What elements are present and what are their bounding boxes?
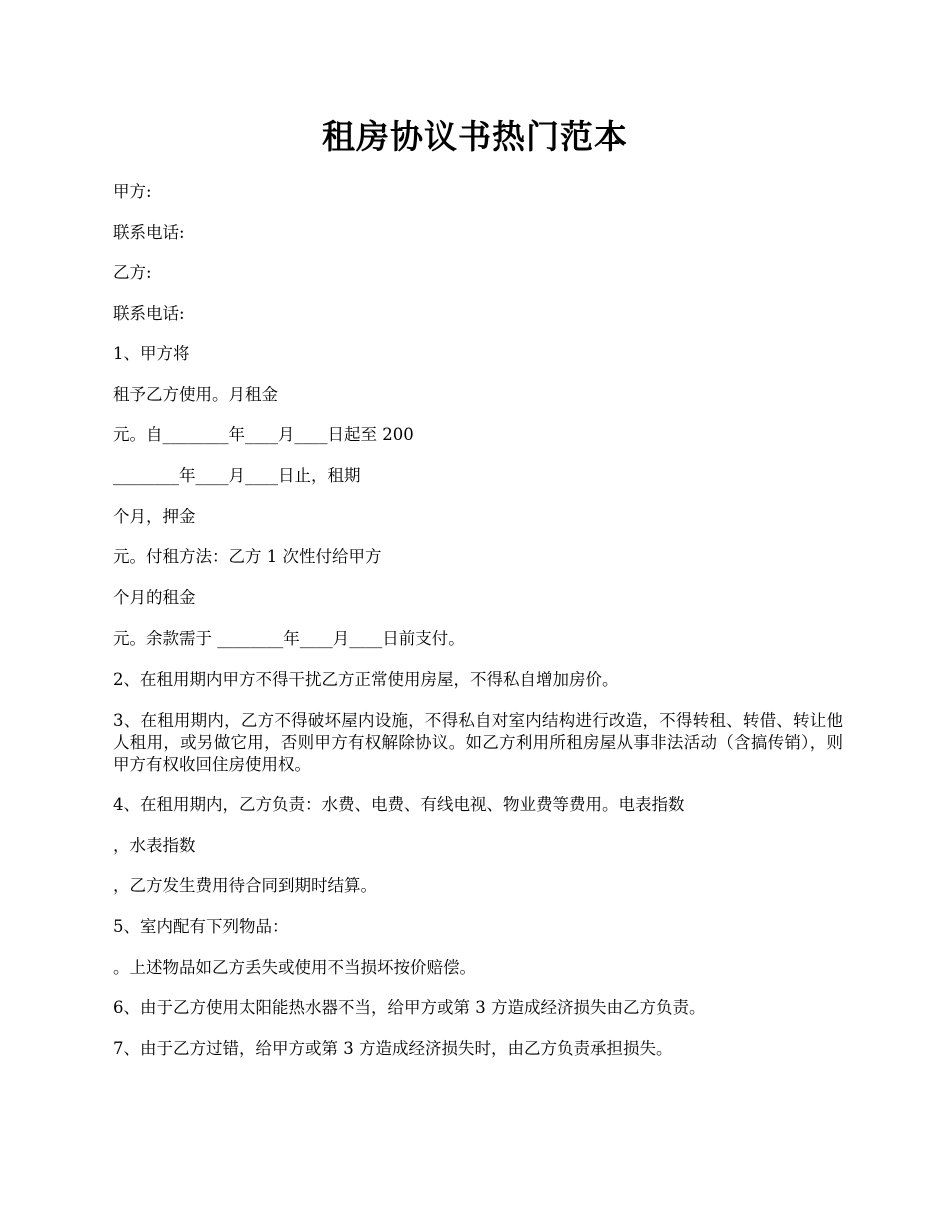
clause-1-line-2: 租予乙方使用。月租金	[113, 385, 278, 404]
clause-1-line-1: 1、甲方将	[113, 344, 190, 363]
clause-5-line-1: 5、室内配有下列物品：	[113, 917, 289, 936]
clause-1-line-7: 个月的租金	[113, 588, 196, 607]
clause-1-line-8: 元。余款需于 ________年____月____日前支付。	[113, 629, 465, 648]
clause-1-line-5: 个月，押金	[113, 507, 196, 526]
clause-7: 7、由于乙方过错，给甲方或第 3 方造成经济损失时，由乙方负责承担损失。	[113, 1039, 673, 1058]
clause-3: 3、在租用期内，乙方不得破坏屋内设施，不得私自对室内结构进行改造，不得转租、转借、转让他人租用，或另做它用，否则甲方有权解除协议。如乙方利用所租房屋从事非法活动（含搞传销），则甲方有权收回住房使用权。	[113, 711, 843, 774]
party-b-line: 乙方:	[113, 263, 152, 282]
party-b-phone-line: 联系电话:	[113, 304, 185, 323]
party-a-line: 甲方:	[113, 182, 152, 201]
clause-4-line-3: ，乙方发生费用待合同到期时结算。	[113, 876, 377, 895]
clause-2: 2、在租用期内甲方不得干扰乙方正常使用房屋，不得私自增加房价。	[113, 670, 619, 689]
clause-5-line-2: 。上述物品如乙方丢失或使用不当损坏按价赔偿。	[113, 958, 476, 977]
clause-4-line-2: ，水表指数	[113, 836, 196, 855]
clause-4-line-1: 4、在租用期内，乙方负责：水费、电费、有线电视、物业费等费用。电表指数	[113, 795, 685, 814]
party-a-phone-line: 联系电话:	[113, 223, 185, 242]
document-title: 租房协议书热门范本	[322, 117, 628, 156]
clause-1-line-3: 元。自________年____月____日起至 200	[113, 425, 414, 444]
clause-6: 6、由于乙方使用太阳能热水器不当，给甲方或第 3 方造成经济损失由乙方负责。	[113, 998, 706, 1017]
clause-1-line-6: 元。付租方法：乙方 1 次性付给甲方	[113, 547, 382, 566]
clause-1-line-4: ________年____月____日止，租期	[113, 466, 361, 485]
